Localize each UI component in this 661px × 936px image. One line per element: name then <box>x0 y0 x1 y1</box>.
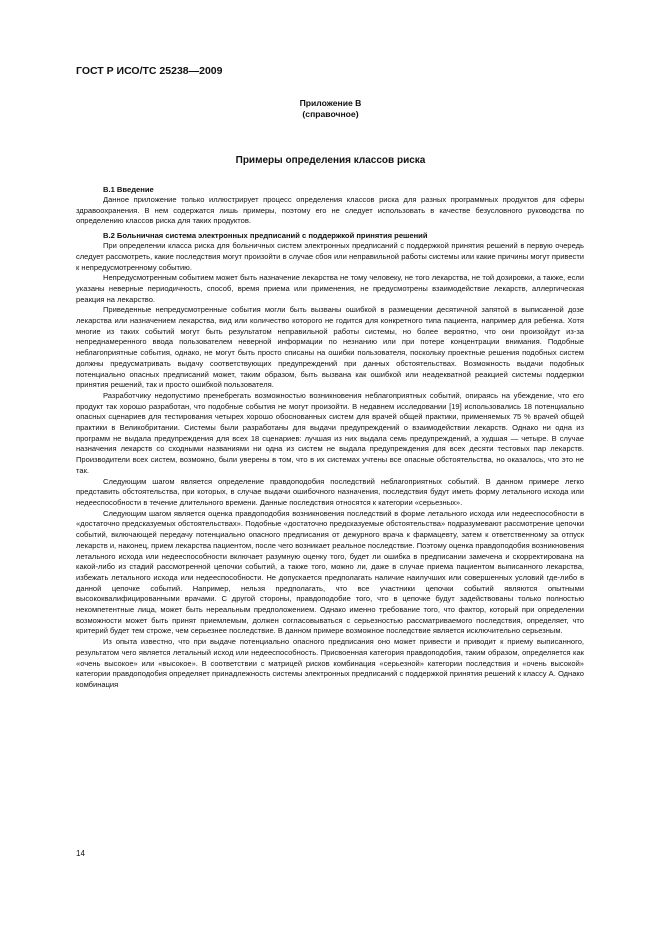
document-body <box>76 184 584 691</box>
page-number: 14 <box>76 849 85 858</box>
paragraph: Непредусмотренным событием может быть назначение лекарства не тому человеку, не того лекарства, не той дозировки, а также, если указаны неверные периодичность, способ, время приема или применения, не предусмотрены взаимодействие лекарств, аллергическая реакция на лекарство. <box>76 273 584 304</box>
paragraph: Из опыта известно, что при выдаче потенциально опасного предписания оно может привести и приводит к приему выписанного, результатом чего является летальный исход или недееспособность. Присвоенная категория правдоподобия, таким образом, определяется как «очень высокое» или «высокое». В соответствии с матрицей рисков комбинация «серьезной» категории последствия и «очень высокой» категории правдоподобия определяет принадлежность системы электронных предписаний с поддержкой принятия решений к классу А. Однако комбинация <box>76 637 584 689</box>
annex-type: (справочное) <box>302 109 359 119</box>
paragraph: При определении класса риска для больничных систем электронных предписаний с поддержкой принятия решений в первую очередь следует рассмотреть, какие последствия могут произойти в случае сбоя или неправильной работы системы или какие причины могут привести к непредусмотренному событию. <box>76 241 584 272</box>
paragraph: Разработчику недопустимо пренебрегать возможностью возникновения неблагоприятных событий, опираясь на убеждение, что его продукт так хорошо разработан, что подобные события не могут произойти. В недавнем исследовании [19] использовались 18 потенциально опасных сценариев для тестирования четырех хорошо обоснованных систем для врачей общей практики, применяемых 75 % врачей общей практики в Великобритании. Системы были разработаны для выдачи предупреждений о взаимодействии лекарств. Однако ни одна из программ не выдала предупреждения для всех 18 сценариев: лучшая из них выдала семь предупреждений, а худшая — четыре. В случае назначения лекарств со сходными названиями ни одна из систем не выдала предупреждения для всех десяти тестовых пар лекарств. Производители всех систем, возможно, были уверены в том, что в их системах учтены все опасные обстоятельства, но оказалось, что это не так. <box>76 390 584 475</box>
annex-heading <box>0 98 661 120</box>
paragraph: Данное приложение только иллюстрирует процесс определения классов риска для разных программных продуктов для сферы здравоохранения. В нем содержатся лишь примеры, поэтому его не следует использовать в качестве безусловного руководства по определению классов риска для таких продуктов. <box>76 195 584 226</box>
annex-label: Приложение В <box>299 98 362 108</box>
document-header: ГОСТ Р ИСО/ТС 25238—2009 <box>76 65 223 77</box>
paragraph: Приведенные непредусмотренные события могли быть вызваны ошибкой в размещении десятичной запятой в выписанной дозе лекарства или назначением лекарства, вид или количество которого не годится для конкретного типа пациента, например для ребенка. Хотя многие из таких событий могут быть результатом неправильной работы системы, но более вероятно, что они произойдут из-за непреднамеренного ввода пользователем неверной информации по незнанию или при потере концентрации внимания. Подобные неблагоприятные события, однако, не могут быть просто списаны на ошибки пользователя, поскольку проектные решения подобных систем должны предусматривать выдачу соответствующих предупреждений при данных обстоятельствах. Возможность выдачи подобных потенциально опасных предписаний может, таким образом, быть вызвана как ошибкой или неадекватной реакцией системы поддержки принятия решений, так и просто ошибкой пользователя. <box>76 305 584 390</box>
paragraph: Следующим шагом является оценка правдоподобия возникновения последствий в форме летального исхода или недееспособности в «достаточно предсказуемых обстоятельствах». Подобные «достаточно предсказуемые обстоятельства» подразумевают рассмотрение цепочки событий, включающей передачу потенциально опасного предписания от дежурного врача к фармацевту, затем к ответственному за отпуск лекарств и, наконец, прием лекарства пациентом, после чего возникает реальное последствие. Поэтому оценка правдоподобия возникновения летального исхода или недееспособности включает разумную оценку того, будет ли ошибка в предписании замечена и скорректирована на какой-либо из стадий рассмотренной цепочки событий, а также того, можно ли, даже в случае приема пациентом выписанного лекарства, избежать летального исхода или недееспособности. Не допускается предполагать наличие наилучших или совершенных условий где-либо в данной цепочке событий. Например, нельзя предполагать, что все участники цепочки событий являются опытными высококвалифицированными врачами. С другой стороны, правдоподобие того, что в цепочке будут задействованы только полностью некомпетентные лица, может быть нереальным предположением. Однако именно требование того, что фактор, который при определении возможности может быть принят приемлемым, должен согласовываться с серьезностью рассматриваемого последствия, определяет, что критерий будет тем строже, чем серьезнее последствие. В данном примере возможное последствие является исключительно серьезным. <box>76 508 584 636</box>
section-heading-b2: В.2 Больничная система электронных предписаний с поддержкой принятия решений <box>103 231 428 241</box>
paragraph: Следующим шагом является определение правдоподобия последствий неблагоприятных событий. В данном примере легко представить обстоятельства, при которых, в случае выдачи ошибочного назначения, последствия будут иметь форму летального исхода или недееспособности в течение длительного времени. Данные последствия относятся к категории «серьезных». <box>76 476 584 507</box>
page-title: Примеры определения классов риска <box>235 155 426 166</box>
section-heading-b1: В.1 Введение <box>103 185 154 194</box>
